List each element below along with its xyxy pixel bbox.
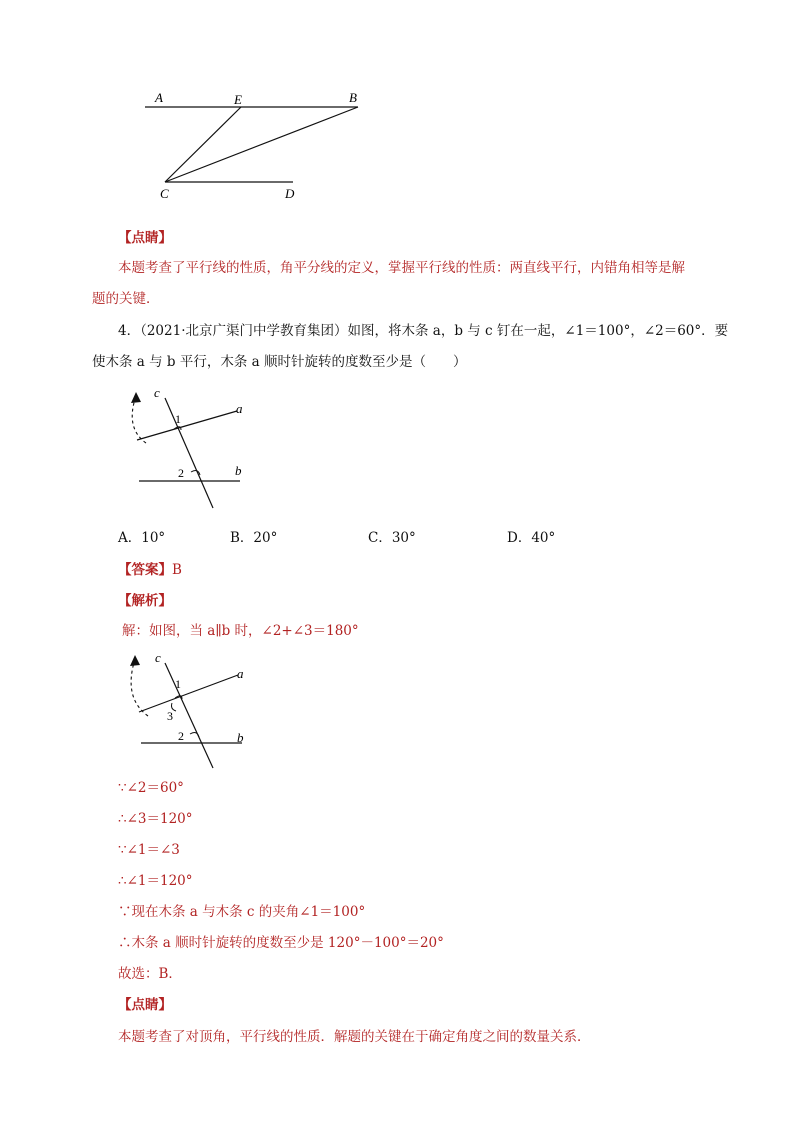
wooden-sticks-figure xyxy=(115,383,265,518)
angle-label-2: 2 xyxy=(178,729,184,743)
note-text-line: 题的关键． xyxy=(92,291,160,307)
point-label-a: A xyxy=(155,90,163,105)
angle-label-1: 1 xyxy=(175,677,181,691)
option-a: A．10° xyxy=(118,530,166,546)
analysis-tag: 【解析】 xyxy=(118,593,172,609)
line-label-b: b xyxy=(237,730,244,745)
line-label-c: c xyxy=(154,385,160,400)
angle-label-1: 1 xyxy=(175,412,181,426)
point-label-c: C xyxy=(160,186,169,201)
point-label-d: D xyxy=(285,186,295,201)
question-text-line: 使木条 a 与 b 平行，木条 a 顺时针旋转的度数至少是（ ） xyxy=(92,354,467,370)
note-tag: 【点睛】 xyxy=(118,230,172,246)
angle-label-3: 3 xyxy=(167,709,173,723)
note-text-line: 本题考查了平行线的性质，角平分线的定义，掌握平行线的性质：两直线平行，内错角相等是解 xyxy=(118,260,685,276)
analysis-intro: 解：如图，当 a∥b 时，∠2+∠3＝180° xyxy=(122,623,359,639)
line-label-b: b xyxy=(235,463,242,478)
parallel-lines-figure xyxy=(140,85,380,205)
solution-figure xyxy=(115,648,265,776)
note-text-line: 本题考查了对顶角，平行线的性质．解题的关键在于确定角度之间的数量关系． xyxy=(118,1029,591,1045)
point-label-b: B xyxy=(349,90,357,105)
solution-step: ∴木条 a 顺时针旋转的度数至少是 120°－100°＝20° xyxy=(118,935,444,951)
line-label-a: a xyxy=(236,401,243,416)
answer-tag: 【答案】 xyxy=(118,562,172,578)
option-d: D．40° xyxy=(507,530,556,546)
question-text-line: 4．（2021·北京广渠门中学教育集团）如图，将木条 a，b 与 c 钉在一起，∠1＝100°，∠2＝60°．要 xyxy=(118,323,729,339)
answer-value: B xyxy=(172,562,182,578)
note-tag: 【点睛】 xyxy=(118,997,172,1013)
option-b: B．20° xyxy=(230,530,278,546)
solution-step: ∵现在木条 a 与木条 c 的夹角∠1＝100° xyxy=(118,904,366,920)
point-label-e: E xyxy=(234,92,242,107)
solution-step: 故选：B． xyxy=(118,966,182,982)
angle-label-2: 2 xyxy=(178,466,184,480)
solution-step: ∴∠1＝120° xyxy=(118,873,193,889)
solution-step: ∵∠1＝∠3 xyxy=(118,842,180,858)
line-label-a: a xyxy=(237,666,244,681)
solution-step: ∵∠2＝60° xyxy=(118,780,184,796)
option-c: C．30° xyxy=(368,530,416,546)
line-label-c: c xyxy=(155,650,161,665)
answer-line xyxy=(118,560,182,580)
solution-step: ∴∠3＝120° xyxy=(118,811,193,827)
